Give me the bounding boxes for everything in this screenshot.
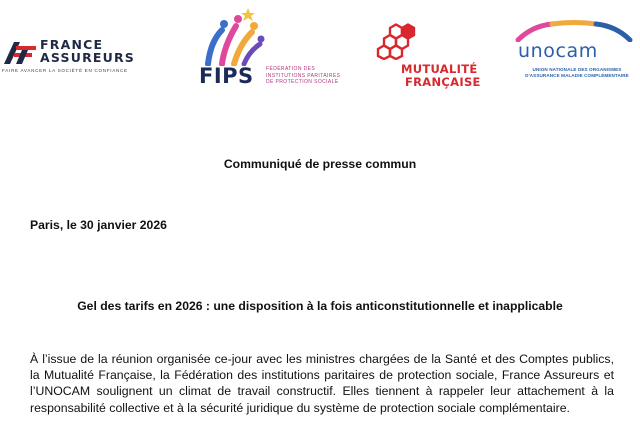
mutualite-name-line2: FRANÇAISE <box>405 75 481 89</box>
fips-description: FÉDÉRATION DES INSTITUTIONS PARITAIRES DE PROTECTION SOCIALE <box>266 66 341 86</box>
mutualite-francaise-logo <box>376 20 486 92</box>
press-release-title: Communiqué de presse commun <box>223 157 417 171</box>
fips-name: FIPS <box>199 64 254 88</box>
mutualite-name-line1: MUTUALITÉ <box>401 62 478 76</box>
body-paragraph: À l’issue de la réunion organisée ce-jour avec les ministres chargées de la Santé et des Comptes publics, la Mutualité Française, la Fédération des institutions paritaires de protection sociale, France Assureurs et l’UNOCAM soulignent un climat de travail constructif. Elles tiennent à rappeler leur attachement à la responsabilité collective et à la sécurité juridique du système de protection sociale complémentaire. <box>30 352 614 415</box>
france-assureurs-mark-icon <box>2 40 38 66</box>
france-assureurs-name: FRANCE ASSUREURS <box>40 37 136 65</box>
mutualite-hexagons-icon <box>376 20 436 60</box>
france-assureurs-tagline: FAIRE AVANCER LA SOCIÉTÉ EN CONFIANCE <box>2 68 128 73</box>
unocam-arc-icon <box>512 20 636 42</box>
unocam-description: UNION NATIONALE DES ORGANISMES D'ASSURANCE MALADIE COMPLÉMENTAIRE <box>525 67 629 79</box>
headline: Gel des tarifs en 2026 : une disposition à la fois anticonstitutionnelle et inapplicable <box>77 299 563 313</box>
unocam-name: unocam <box>518 40 598 62</box>
dateline: Paris, le 30 janvier 2026 <box>30 218 167 232</box>
france-assureurs-logo <box>2 38 162 78</box>
fips-logo <box>196 6 346 96</box>
unocam-logo <box>508 20 640 94</box>
fips-figures-icon <box>198 6 266 66</box>
